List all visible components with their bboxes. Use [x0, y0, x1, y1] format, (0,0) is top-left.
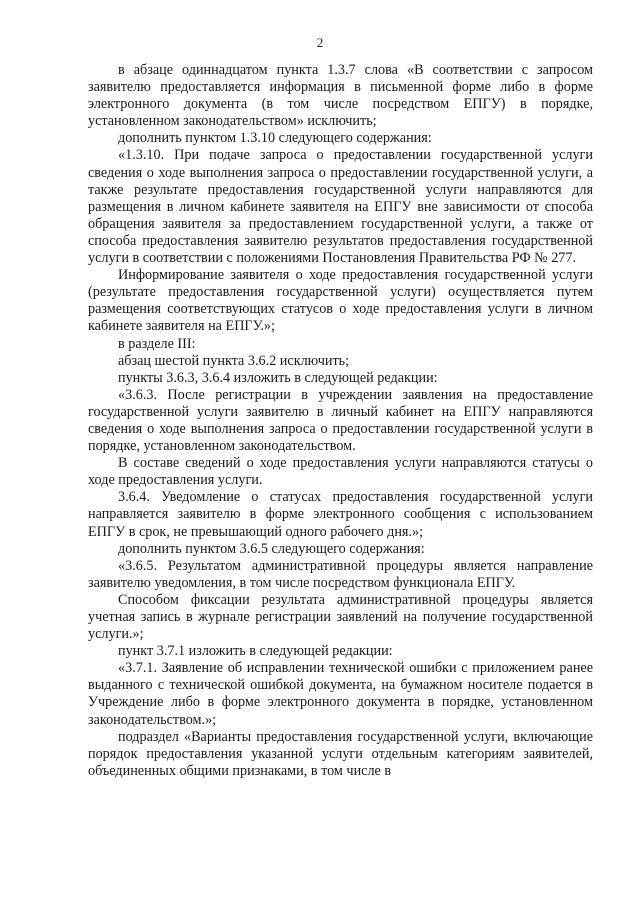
paragraph: Способом фиксации результата административной процедуры является учетная запись в журнале регистрации заявлений на получение государственной услуги.»; [88, 591, 593, 643]
paragraph: «3.6.3. После регистрации в учреждении заявления на предоставление государственной услуги заявителю в личный кабинет на ЕПГУ направляются сведения о ходе выполнения запроса о предоставлении государственной услуги в порядке, установленном законодательством. [88, 386, 593, 455]
paragraph: дополнить пунктом 3.6.5 следующего содержания: [118, 540, 425, 557]
paragraph: пункт 3.7.1 изложить в следующей редакции: [118, 643, 393, 660]
paragraph: абзац шестой пункта 3.6.2 исключить; [118, 352, 350, 369]
paragraph: дополнить пунктом 1.3.10 следующего содержания: [118, 130, 432, 147]
paragraph: подраздел «Варианты предоставления государственной услуги, включающие порядок предоставления указанной услуги отдельным категориям заявителей, объединенных общими признаками, в том числе в [88, 728, 593, 779]
paragraph: пункты 3.6.3, 3.6.4 изложить в следующей редакции: [118, 369, 438, 386]
paragraph: в разделе III: [118, 335, 196, 352]
paragraph: «1.3.10. При подаче запроса о предоставлении государственной услуги сведения о ходе выполнения запроса о предоставлении государственной услуги, а также результате предоставления государственной услуги направляются для размещения в личном кабинете заявителя на ЕПГУ вне зависимости от способа обращения заявителя за предоставлением государственной услуги, а также от способа предоставления заявителю результатов предоставления государственной услуги в соответствии с положениями Постановления Правительства РФ № 277. [88, 147, 593, 267]
paragraph: 3.6.4. Уведомление о статусах предоставления государственной услуги направляется заявителю в форме электронного сообщения с использованием ЕПГУ в срок, не превышающий одного рабочего дня.»; [88, 489, 593, 540]
paragraph: Информирование заявителя о ходе предоставления государственной услуги (результате предоставления государственной услуги) осуществляется путем размещения соответствующих статусов о ходе предоставления услуги в личном кабинете заявителя на ЕПГУ.»; [88, 267, 593, 335]
paragraph: В составе сведений о ходе предоставления услуги направляются статусы о ходе предоставления услуги. [88, 455, 593, 489]
page-number: 2 [316, 35, 324, 50]
document-body [88, 62, 593, 780]
paragraph: в абзаце одиннадцатом пункта 1.3.7 слова «В соответствии с запросом заявителю предоставляется информация в письменной форме либо в форме электронного документа (в том числе посредством ЕПГУ) в порядке, установленном законодательством» исключить; [88, 62, 593, 130]
paragraph: «3.6.5. Результатом административной процедуры является направление заявителю уведомления, в том числе посредством функционала ЕПГУ. [88, 557, 593, 591]
paragraph: «3.7.1. Заявление об исправлении технической ошибки с приложением ранее выданного с технической ошибкой документа, на бумажном носителе подается в Учреждение либо в форме электронного документа в порядке, установленном законодательством.»; [88, 660, 593, 728]
